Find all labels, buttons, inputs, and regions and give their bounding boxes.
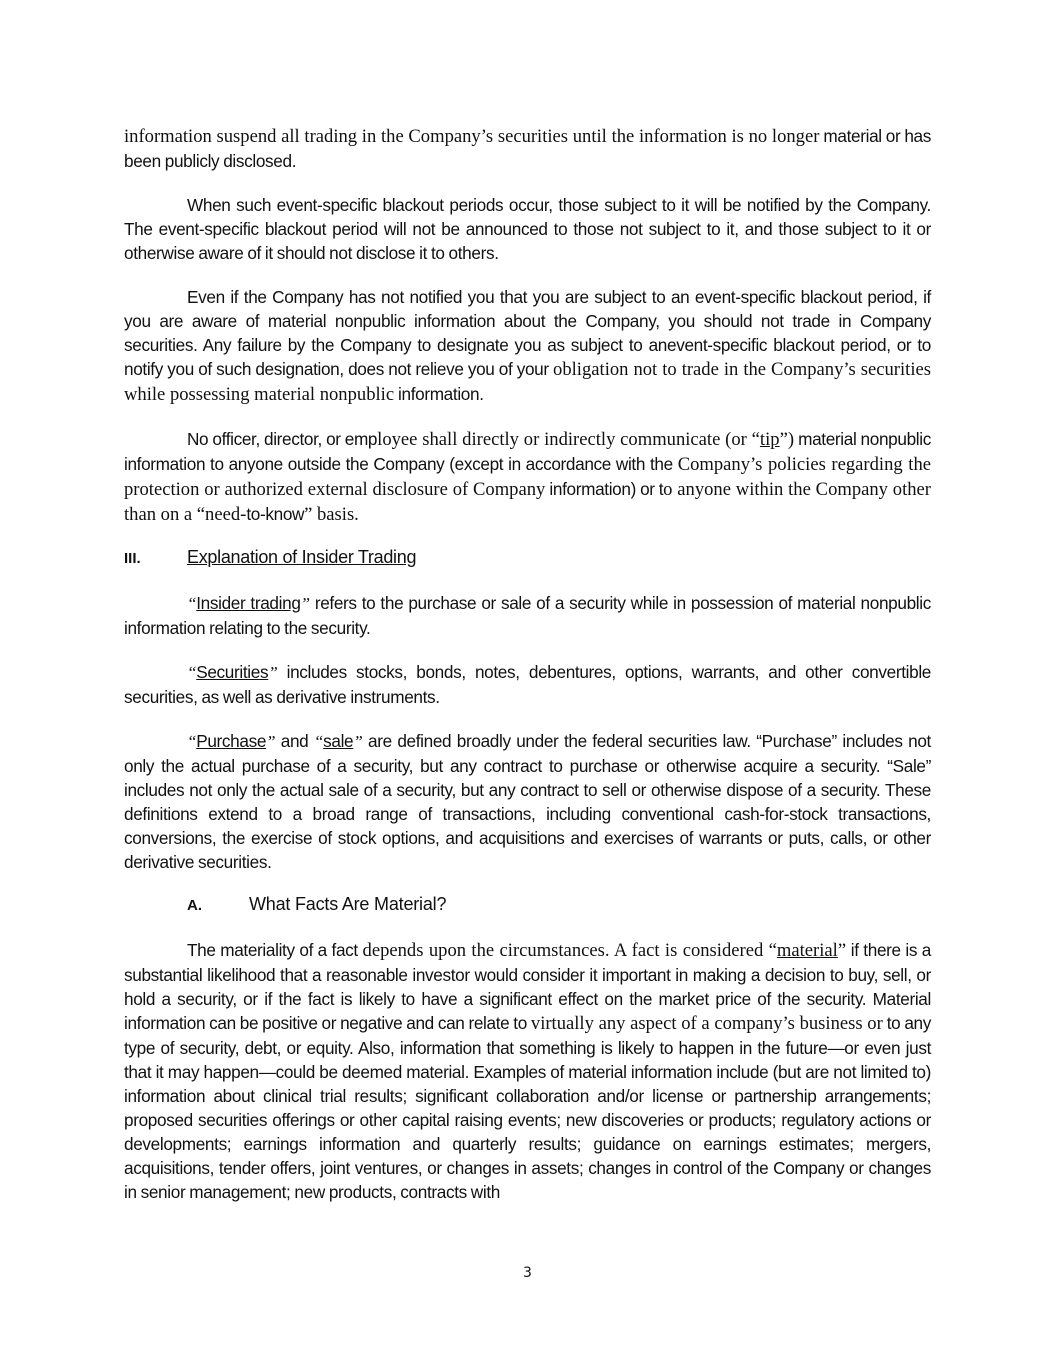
open-quote: “ xyxy=(187,663,197,682)
subsection-heading xyxy=(124,894,931,918)
document-page xyxy=(124,124,931,1224)
paragraph-text: to any type of security, debt, or equity. Also, information that something is likely to happen in the future—or even just that it may happen—could be deemed material. Examples of material information include (but are not limited to) information about clinical trial results; significant collaboration and/or license or partnership arrangements; proposed securities offerings or other capital raising events; new discoveries or products; regulatory actions or developments; earnings information and quarterly results; guidance on earnings estimates; mergers, acquisitions, tender offers, joint ventures, or changes in assets; changes in control of the Company or changes in senior management; new products, contracts with xyxy=(124,1013,931,1202)
definition-text: and xyxy=(275,731,314,751)
definition-securities xyxy=(124,660,931,709)
term-sale: sale xyxy=(323,731,354,751)
close-quote: ” xyxy=(300,594,310,613)
section-title: Explanation of Insider Trading xyxy=(187,547,417,567)
definition-text: includes not only the actual purchase of a security, but any contract to purchase or otherwise acquire a security. xyxy=(124,731,931,776)
paragraph-text: information. xyxy=(398,384,484,404)
subsection-number: A. xyxy=(187,897,202,914)
term-material: material xyxy=(776,940,838,961)
paragraph-serif-text: virtually any aspect of a company’s business or xyxy=(530,1013,883,1034)
paragraph-serif-text: information suspend all trading in the Company’s securities until the information is no longer xyxy=(124,126,820,147)
purchase-quoted: “Purchase” xyxy=(756,731,837,751)
open-quote: “ xyxy=(313,732,324,751)
sale-quoted: “Sale” xyxy=(887,756,931,776)
paragraph-materiality xyxy=(124,938,931,1204)
close-quote: ” xyxy=(266,732,276,751)
paragraph-serif-text: Company’s policies regarding the protection or authorized external disclosure of Company xyxy=(124,454,931,500)
paragraph-text: material or has been publicly disclosed. xyxy=(124,126,931,171)
paragraph-event-specific-notice: When such event-specific blackout periods occur, those subject to it will be notified by the Company. The event-specific blackout period will not be announced to those not subject to it, and those subject to it or otherwise aware of it should not disclose it to others. xyxy=(124,195,931,263)
paragraph-serif-text: loyee shall directly or indirectly communicate (or “ xyxy=(377,429,760,450)
definition-insider-trading xyxy=(124,591,931,640)
paragraph-serif-text: o anyone within the Company other than on a “need- xyxy=(124,479,931,525)
paragraph-serif-text: obligation not to trade in the Company’s securities while possessing material nonpublic xyxy=(124,359,931,405)
close-quote: ” xyxy=(268,663,278,682)
paragraph-text: The materiality of a fact xyxy=(187,940,363,960)
paragraph-serif-text: ” xyxy=(837,940,847,961)
definition-text: includes not only the actual sale of a security, but any contract to sell or otherwise dispose of a security. These definitions extend to a broad range of transactions, including conventional cash-for-stock transactions, conversions, the exercise of stock options, and acquisitions and exercises of warrants or puts, calls, or other derivative securities. xyxy=(124,780,931,872)
definition-text: refers to the purchase or sale of a security while in possession of material nonpublic information relating to the security. xyxy=(124,593,931,638)
section-number: III. xyxy=(124,550,141,567)
term-purchase: Purchase xyxy=(196,731,267,751)
definition-text: are defined broadly under the federal securities law. xyxy=(362,731,757,751)
paragraph-text: to-know xyxy=(246,504,305,524)
paragraph-text: information) or t xyxy=(549,479,664,499)
paragraph-text: Even if the Company has not notified you that you are subject to an event-specific blackout period, if you are aware of material nonpublic information about the Company, you should not trade in Company securities. Any failure by the Company to designate you as subject to anevent-specific blackout period, or to notify you of such designation, does not relieve you of your xyxy=(124,287,931,379)
subsection-title: What Facts Are Material? xyxy=(249,894,447,914)
paragraph-no-tipping xyxy=(124,427,931,527)
term-securities: Securities xyxy=(196,662,269,682)
paragraph-text: material nonpublic information to anyone outside the Company (except in accordance with the xyxy=(124,429,931,474)
paragraph-text: No officer, director, or emp xyxy=(187,429,378,449)
definition-text: includes stocks, bonds, notes, debentures, options, warrants, and other convertible securities, as well as derivative instruments. xyxy=(124,662,931,707)
paragraph-text: if there is a substantial likelihood that a reasonable investor would consider it important in making a decision to buy, sell, or hold a security, or if the fact is likely to have a significant effect on the market price of the security. Material information can be positive or negative and can relate to xyxy=(124,940,931,1033)
paragraph-serif-text: ” basis. xyxy=(304,504,359,525)
page-number: 3 xyxy=(523,1265,532,1281)
definition-purchase-sale xyxy=(124,729,931,874)
paragraph-not-notified xyxy=(124,285,931,407)
term-tip: tip xyxy=(759,429,780,450)
term-insider-trading: Insider trading xyxy=(196,593,301,613)
paragraph-serif-text: depends upon the circumstances. A fact is considered “ xyxy=(362,940,777,961)
open-quote: “ xyxy=(187,732,197,751)
paragraph-blackout-continuation xyxy=(124,124,931,173)
close-quote: ” xyxy=(353,732,363,751)
section-heading xyxy=(124,547,931,571)
paragraph-serif-text: ”) xyxy=(779,429,795,450)
open-quote: “ xyxy=(187,594,197,613)
